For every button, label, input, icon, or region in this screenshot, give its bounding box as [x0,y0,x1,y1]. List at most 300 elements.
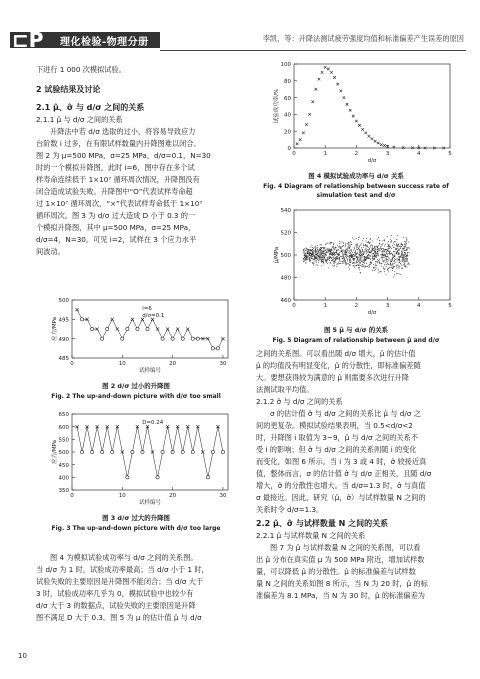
scatter-point [405,244,406,245]
scatter-point [362,264,363,265]
scatter-point [347,244,348,245]
scatter-point [389,267,390,268]
scatter-point [400,261,401,262]
scatter-point [382,251,383,252]
scatter-point [396,253,397,254]
scatter-point [374,253,375,254]
scatter-point [367,249,368,250]
scatter-point [370,239,371,240]
scatter-point [329,257,330,258]
scatter-point [325,256,326,257]
pass-marker [191,337,194,340]
scatter-point [348,250,349,251]
scatter-point [330,242,331,243]
scatter-point [359,259,360,260]
scatter-point [370,252,371,253]
scatter-point [349,248,350,249]
scatter-point [316,264,317,265]
figure-3-caption-en: Fig. 3 The up-and-down picture with d/σ too large [51,524,221,532]
scatter-point [318,257,319,258]
scatter-point [359,269,360,270]
scatter-point [306,259,307,260]
scatter-point [376,261,377,262]
scatter-point [383,268,384,269]
scatter-point [407,247,408,248]
scatter-point [310,247,311,248]
scatter-point [376,265,377,266]
x-tick-label: 5 [448,151,452,157]
scatter-point [309,249,310,250]
scatter-point [317,254,318,255]
scatter-point [324,250,325,251]
fail-marker [302,132,305,135]
scatter-point [330,250,331,251]
scatter-point [375,267,376,268]
scatter-point [360,257,361,258]
scatter-point [366,246,367,247]
scatter-point [379,250,380,251]
intro-line: 下进行 1 000 次模拟试验。 [36,65,126,74]
scatter-point [357,245,358,246]
scatter-point [327,263,328,264]
scatter-point [371,249,372,250]
scatter-point [327,248,328,249]
x-tick-label: 30 [219,361,227,367]
scatter-point [338,254,339,255]
scatter-point [319,258,320,259]
scatter-point [394,247,395,248]
y-tick-label: 80 [284,79,291,85]
scatter-point [308,250,309,251]
scatter-point [359,246,360,247]
scatter-point [347,246,348,247]
fail-marker [343,96,346,99]
scatter-point [384,246,385,247]
scatter-point [351,251,352,252]
scatter-point [365,260,366,261]
scatter-point [358,248,359,249]
scatter-point [333,246,334,247]
text-line: 之间的关系图。可以看出随 d/σ 增大，μ̂ 的估计值 [256,349,416,358]
scatter-point [375,246,376,247]
scatter-point [378,272,379,273]
scatter-point [327,259,328,260]
x-axis-label: d/σ [367,158,377,164]
scatter-point [324,248,325,249]
scatter-point [358,248,359,249]
scatter-point [346,255,347,256]
scatter-point [343,253,344,254]
scatter-point [360,272,361,273]
pass-marker [191,450,194,453]
pass-marker [196,337,199,340]
scatter-point [309,255,310,256]
scatter-point [379,271,380,272]
scatter-point [375,250,376,251]
scatter-point [343,263,344,264]
scatter-point [350,260,351,261]
fail-marker [383,144,386,147]
scatter-point [398,246,399,247]
scatter-point [326,262,327,263]
scatter-point [316,258,317,259]
scatter-point [339,260,340,261]
scatter-point [311,257,312,258]
scatter-point [315,246,316,247]
scatter-point [311,254,312,255]
fail-marker [111,318,114,321]
scatter-point [337,245,338,246]
scatter-point [310,253,311,254]
scatter-point [305,250,306,251]
scatter-point [379,244,380,245]
scatter-point [357,249,358,250]
scatter-point [371,253,372,254]
scatter-point [326,249,327,250]
scatter-point [403,250,404,251]
scatter-point [346,262,347,263]
scatter-point [329,256,330,257]
scatter-point [346,249,347,250]
scatter-point [331,242,332,243]
scatter-point [316,255,317,256]
scatter-point [347,249,348,250]
scatter-point [349,259,350,260]
scatter-point [354,267,355,268]
scatter-point [403,255,404,256]
left-column-top [36,64,236,258]
figure-4-caption-cn: 图 4 模拟试验成功率与 d/σ 关系 [308,172,404,180]
scatter-point [339,246,340,247]
scatter-point [345,263,346,264]
scatter-point [320,249,321,250]
fail-marker [308,113,311,116]
scatter-point [398,265,399,266]
text-line: 法测试取平均值。 [256,385,314,394]
scatter-point [356,262,357,263]
scatter-point [310,250,311,251]
scatter-point [362,249,363,250]
scatter-point [304,251,305,252]
pass-marker [126,327,129,330]
scatter-point [357,247,358,248]
text-line: 闭合造成试验失败。升降图中“O”代表试样寿命超 [36,187,193,196]
scatter-point [397,235,398,236]
scatter-point [391,241,392,242]
scatter-point [343,254,344,255]
x-tick-label: 1 [323,151,327,157]
scatter-point [317,253,318,254]
scatter-point [367,246,368,247]
scatter-point [350,253,351,254]
scatter-point [400,247,401,248]
text-line: 当 d/σ 为 1 时，试验成功率最高；当 d/σ 小于 1 时， [36,565,209,574]
scatter-point [365,267,366,268]
scatter-point [345,251,346,252]
scatter-point [343,258,344,259]
scatter-point [398,266,399,267]
scatter-point [389,246,390,247]
scatter-point [364,263,365,264]
scatter-point [401,265,402,266]
scatter-point [371,251,372,252]
scatter-point [341,250,342,251]
scatter-point [376,246,377,247]
scatter-point [375,269,376,270]
scatter-point [405,265,406,266]
scatter-point [363,244,364,245]
scatter-point [314,247,315,248]
scatter-point [373,260,374,261]
scatter-point [406,250,407,251]
scatter-point [325,259,326,260]
scatter-point [396,248,397,249]
scatter-point [355,245,356,246]
scatter-point [369,243,370,244]
scatter-point [389,258,390,259]
scatter-point [351,257,352,258]
scatter-point [406,243,407,244]
scatter-point [407,252,408,253]
journal-logo-icon: ⊏P [12,28,44,52]
scatter-point [350,241,351,242]
scatter-point [333,244,334,245]
text-line: 个模拟升降图，其中 μ=500 MPa，σ=25 MPa， [36,223,196,232]
scatter-point [403,258,404,259]
scatter-point [377,251,378,252]
scatter-point [352,238,353,239]
scatter-point [338,258,339,259]
scatter-point [373,267,374,268]
text-line: 间的更复杂。模拟试验结果表明，当 0.5<d/σ<2 [256,421,413,430]
scatter-point [372,245,373,246]
scatter-point [329,258,330,259]
scatter-point [345,245,346,246]
scatter-point [329,249,330,250]
scatter-point [362,240,363,241]
figure-2-caption-cn: 图 2 d/σ 过小的升降图 [102,382,170,390]
scatter-point [349,261,350,262]
scatter-point [373,258,374,259]
y-tick-label: 540 [280,208,291,215]
scatter-point [378,245,379,246]
scatter-point [365,257,366,258]
scatter-point [404,262,405,263]
scatter-point [321,247,322,248]
text-line: 量，可以降低 μ̂ 的分散性。μ̂ 的标准偏差与试样数 [256,567,416,576]
scatter-point [363,238,364,239]
scatter-point [328,250,329,251]
scatter-point [383,248,384,249]
scatter-point [390,265,391,266]
scatter-point [384,260,385,261]
fail-marker [311,101,314,104]
scatter-point [379,249,380,250]
scatter-point [319,255,320,256]
scatter-point [406,239,407,240]
scatter-point [333,263,334,264]
scatter-point [397,258,398,259]
scatter-point [399,246,400,247]
scatter-point [334,252,335,253]
scatter-point [349,247,350,248]
scatter-point [396,239,397,240]
scatter-point [308,253,309,254]
scatter-point [365,244,366,245]
scatter-point [382,243,383,244]
text-line: 而变化，如图 6 所示。当 i 为 3 或 4 时，σ̂ 较接近真 [256,457,427,466]
fail-marker [371,137,374,140]
scatter-point [346,252,347,253]
scatter-point [347,260,348,261]
scatter-point [341,247,342,248]
scatter-point [354,247,355,248]
scatter-point [398,256,399,257]
scatter-point [362,257,363,258]
scatter-point [394,244,395,245]
scatter-point [329,260,330,261]
pass-marker [206,476,209,479]
scatter-point [368,258,369,259]
pass-marker [181,450,184,453]
scatter-point [405,246,406,247]
scatter-point [354,263,355,264]
scatter-point [349,251,350,252]
fail-marker [186,327,189,330]
scatter-point [388,245,389,246]
scatter-point [394,251,395,252]
scatter-point [386,264,387,265]
scatter-point [350,250,351,251]
scatter-point [324,255,325,256]
scatter-point [398,244,399,245]
scatter-point [401,264,402,265]
x-tick-label: 2 [354,303,359,309]
scatter-point [342,252,343,253]
scatter-point [317,258,318,259]
scatter-point [381,263,382,264]
pass-marker [171,450,174,453]
scatter-point [375,251,376,252]
scatter-point [402,268,403,269]
text-line: σ 最接近。因此，研究（μ̂，σ̂）与试样数量 N 之间的 [256,493,426,502]
scatter-point [384,239,385,240]
scatter-point [382,258,383,259]
scatter-point [328,258,329,259]
fail-marker [346,103,349,106]
scatter-point [383,255,384,256]
scatter-point [367,257,368,258]
scatter-point [405,257,406,258]
scatter-point [339,252,340,253]
scatter-point [394,254,395,255]
scatter-point [360,260,361,261]
scatter-point [351,244,352,245]
scatter-point [407,255,408,256]
scatter-point [367,252,368,253]
text-line: d/σ=4，N=30。可见 i=2，试样在 3 个应力水平 [36,235,197,244]
scatter-point [314,259,315,260]
figure-5-caption-en: Fig. 5 Diagram of relationship between μ̂ and d/σ [272,336,440,344]
scatter-point [405,258,406,259]
text-line: 图不满足 D 大于 0.3。图 5 为 μ 的估计值 μ̂ 与 d/σ [36,613,202,622]
scatter-point [384,254,385,255]
figure-5-chart [252,204,460,322]
scatter-point [333,243,334,244]
scatter-point [308,249,309,250]
scatter-point [328,268,329,269]
scatter-point [323,248,324,249]
scatter-point [316,247,317,248]
scatter-point [388,268,389,269]
scatter-point [379,261,380,262]
scatter-point [372,253,373,254]
scatter-point [361,243,362,244]
text-line: 试验失败的主要原因是升降图不能闭合；当 d/σ 大于 [36,577,204,586]
scatter-point [341,248,342,249]
scatter-point [402,245,403,246]
scatter-point [315,255,316,256]
scatter-point [404,250,405,251]
scatter-point [348,248,349,249]
scatter-point [366,263,367,264]
fail-marker [374,140,377,143]
scatter-point [320,247,321,248]
scatter-point [404,266,405,267]
scatter-point [334,260,335,261]
scatter-point [375,255,376,256]
scatter-point [405,242,406,243]
scatter-point [374,270,375,271]
figure-2-caption-en: Fig. 2 The up-and-down picture with d/σ too small [51,392,221,400]
scatter-point [359,256,360,257]
scatter-point [368,247,369,248]
scatter-point [350,257,351,258]
scatter-point [407,254,408,255]
scatter-point [346,254,347,255]
pass-marker [91,450,94,453]
scatter-point [375,261,376,262]
scatter-point [401,244,402,245]
scatter-point [397,259,398,260]
scatter-point [378,269,379,270]
scatter-point [358,237,359,238]
scatter-point [399,268,400,269]
scatter-point [345,254,346,255]
scatter-point [321,245,322,246]
scatter-point [375,248,376,249]
scatter-point [397,273,398,274]
scatter-point [321,253,322,254]
scatter-point [319,250,320,251]
scatter-point [313,259,314,260]
scatter-point [377,249,378,250]
scatter-point [344,259,345,260]
scatter-point [304,261,305,262]
scatter-point [392,263,393,264]
scatter-point [339,254,340,255]
scatter-point [342,261,343,262]
scatter-point [385,244,386,245]
scatter-point [312,254,313,255]
scatter-point [379,263,380,264]
scatter-point [329,243,330,244]
scatter-point [363,254,364,255]
scatter-point [321,265,322,266]
scatter-point [370,242,371,243]
scatter-point [406,261,407,262]
scatter-point [404,257,405,258]
